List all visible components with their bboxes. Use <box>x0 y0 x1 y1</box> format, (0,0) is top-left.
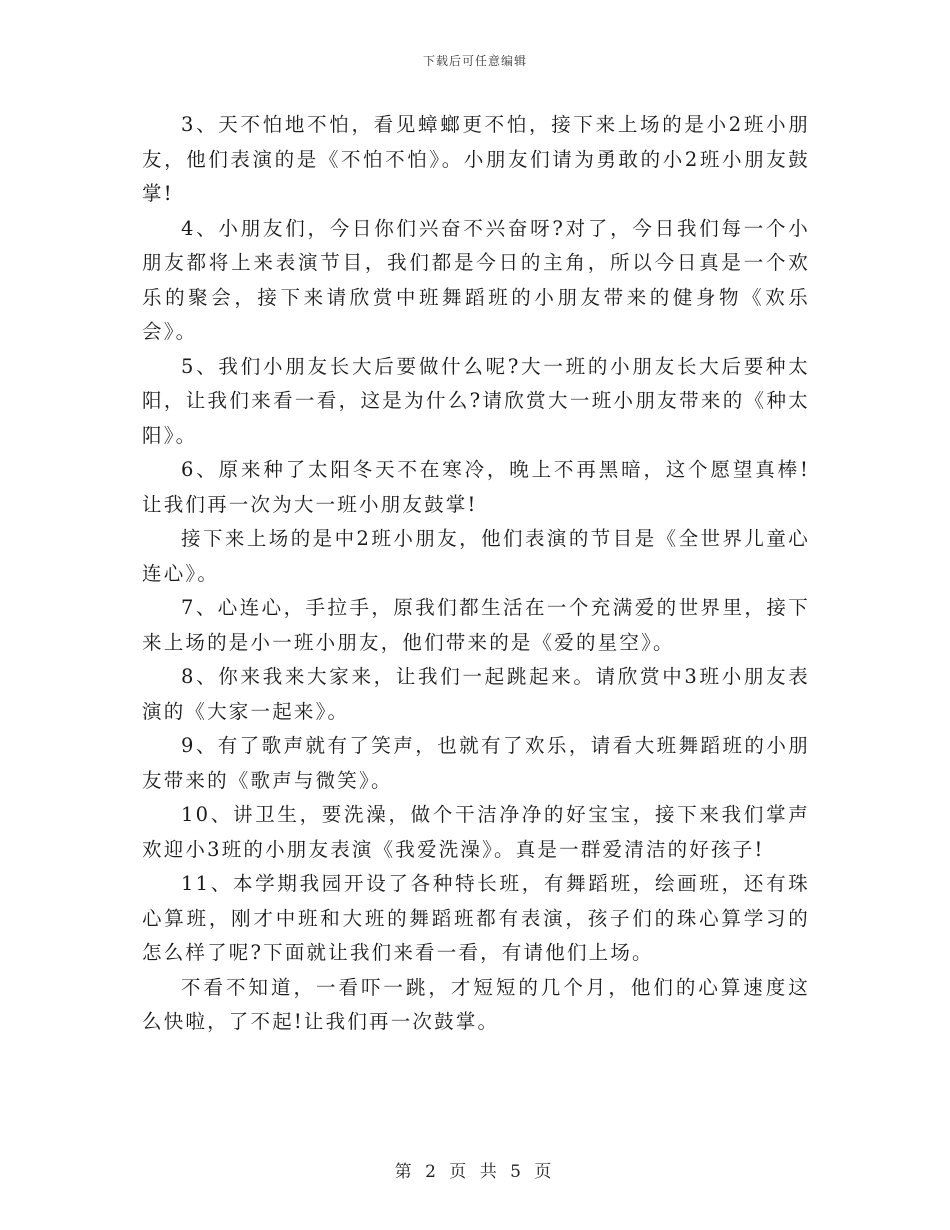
paragraph: 8、你来我来大家来，让我们一起跳起来。请欣赏中3班小朋友表演的《大家一起来》。 <box>142 665 810 723</box>
paragraph: 4、小朋友们，今日你们兴奋不兴奋呀?对了，今日我们每一个小朋友都将上来表演节目，我们都是今日的主角，所以今日真是一个欢乐的聚会，接下来请欣赏中班舞蹈班的小朋友带来的健身物《欢乐会》。 <box>142 216 810 343</box>
page-header: 下载后可任意编辑 <box>422 54 527 68</box>
paragraph: 9、有了歌声就有了笑声，也就有了欢乐，请看大班舞蹈班的小朋友带来的《歌声与微笑》。 <box>142 734 810 792</box>
paragraph: 3、天不怕地不怕，看见蟑螂更不怕，接下来上场的是小2班小朋友，他们表演的是《不怕不怕》。小朋友们请为勇敢的小2班小朋友鼓掌! <box>142 113 810 205</box>
paragraph: 接下来上场的是中2班小朋友，他们表演的节目是《全世界儿童心连心》。 <box>142 527 810 585</box>
paragraph: 不看不知道，一看吓一跳，才短短的几个月，他们的心算速度这么快啦，了不起!让我们再一次鼓掌。 <box>142 975 810 1033</box>
page-number-footer: 第 2 页 共 5 页 <box>394 1162 556 1182</box>
paragraph: 5、我们小朋友长大后要做什么呢?大一班的小朋友长大后要种太阳，让我们来看一看，这是为什么?请欣赏大一班小朋友带来的《种太阳》。 <box>142 354 810 447</box>
paragraph: 7、心连心，手拉手，原我们都生活在一个充满爱的世界里，接下来上场的是小一班小朋友，他们带来的是《爱的星空》。 <box>142 596 810 654</box>
document-body <box>142 108 810 1040</box>
paragraph: 10、讲卫生，要洗澡，做个干洁净净的好宝宝，接下来我们掌声欢迎小3班的小朋友表演《我爱洗澡》。真是一群爱清洁的好孩子! <box>142 803 810 861</box>
paragraph: 11、本学期我园开设了各种特长班，有舞蹈班，绘画班，还有珠心算班，刚才中班和大班的舞蹈班都有表演，孩子们的珠心算学习的怎么样了呢?下面就让我们来看一看，有请他们上场。 <box>142 872 810 964</box>
paragraph: 6、原来种了太阳冬天不在寒冷，晚上不再黑暗，这个愿望真棒!让我们再一次为大一班小朋友鼓掌! <box>142 458 810 516</box>
